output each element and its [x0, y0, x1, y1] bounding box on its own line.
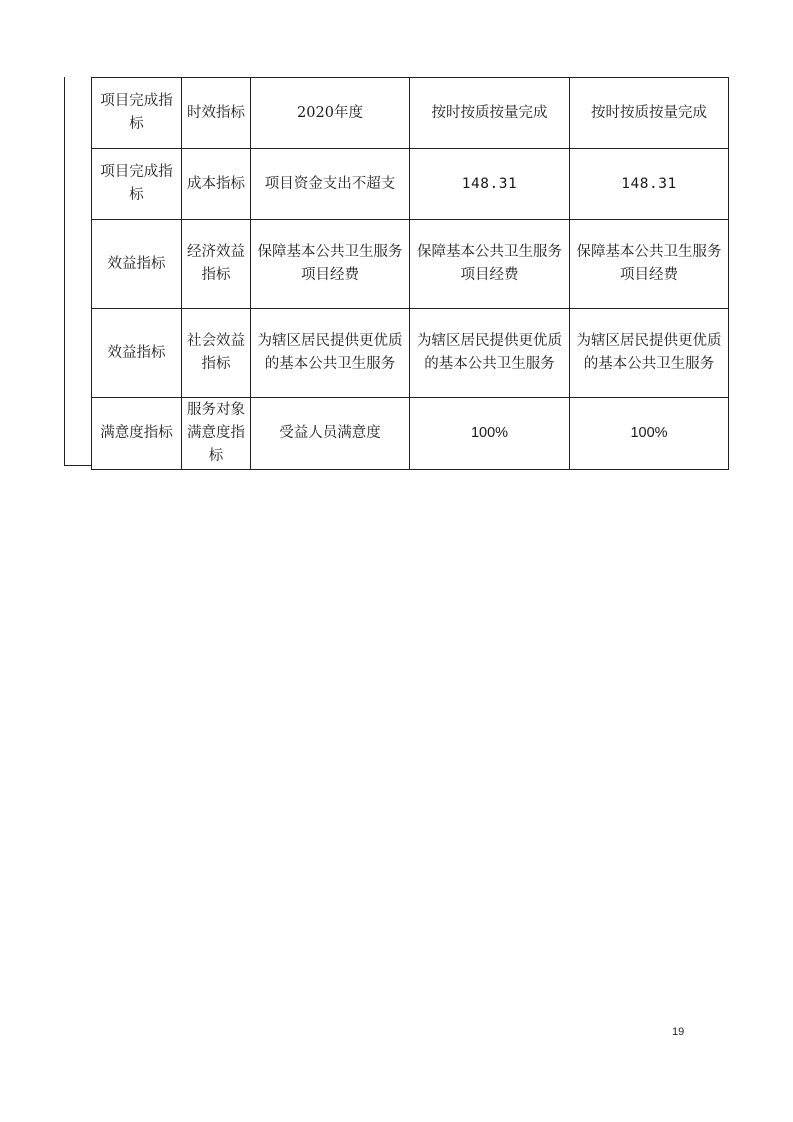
- result-value-cell: 100%: [570, 398, 729, 470]
- outer-table-left-border: [64, 77, 65, 466]
- page-number: 19: [672, 1026, 685, 1038]
- target-value-cell: 保障基本公共卫生服务项目经费: [251, 220, 410, 309]
- table-row: [92, 220, 729, 309]
- table-row: [92, 309, 729, 398]
- indicator-level2-cell: 经济效益指标: [182, 220, 251, 309]
- table-row: [92, 398, 729, 470]
- result-value-cell: 148.31: [570, 149, 729, 220]
- outer-table-bottom-border: [64, 465, 92, 466]
- indicator-level1-cell: 项目完成指标: [92, 78, 182, 149]
- indicator-level2-cell: 社会效益指标: [182, 309, 251, 398]
- performance-indicator-table: [91, 77, 729, 470]
- indicator-level1-cell: 效益指标: [92, 309, 182, 398]
- actual-value-cell: 保障基本公共卫生服务项目经费: [410, 220, 570, 309]
- indicator-level1-cell: 项目完成指标: [92, 149, 182, 220]
- actual-value-cell: 148.31: [410, 149, 570, 220]
- indicator-level2-cell: 时效指标: [182, 78, 251, 149]
- result-value-cell: 按时按质按量完成: [570, 78, 729, 149]
- table-row: [92, 149, 729, 220]
- indicator-level2-cell: 成本指标: [182, 149, 251, 220]
- actual-value-cell: 按时按质按量完成: [410, 78, 570, 149]
- actual-value-cell: 100%: [410, 398, 570, 470]
- target-value-cell: 为辖区居民提供更优质的基本公共卫生服务: [251, 309, 410, 398]
- indicator-level1-cell: 效益指标: [92, 220, 182, 309]
- target-value-cell: 2020年度: [251, 78, 410, 149]
- table-row: [92, 78, 729, 149]
- indicator-level2-cell: 服务对象满意度指标: [182, 398, 251, 470]
- actual-value-cell: 为辖区居民提供更优质的基本公共卫生服务: [410, 309, 570, 398]
- target-value-cell: 项目资金支出不超支: [251, 149, 410, 220]
- target-value-cell: 受益人员满意度: [251, 398, 410, 470]
- indicator-level1-cell: 满意度指标: [92, 398, 182, 470]
- result-value-cell: 为辖区居民提供更优质的基本公共卫生服务: [570, 309, 729, 398]
- result-value-cell: 保障基本公共卫生服务项目经费: [570, 220, 729, 309]
